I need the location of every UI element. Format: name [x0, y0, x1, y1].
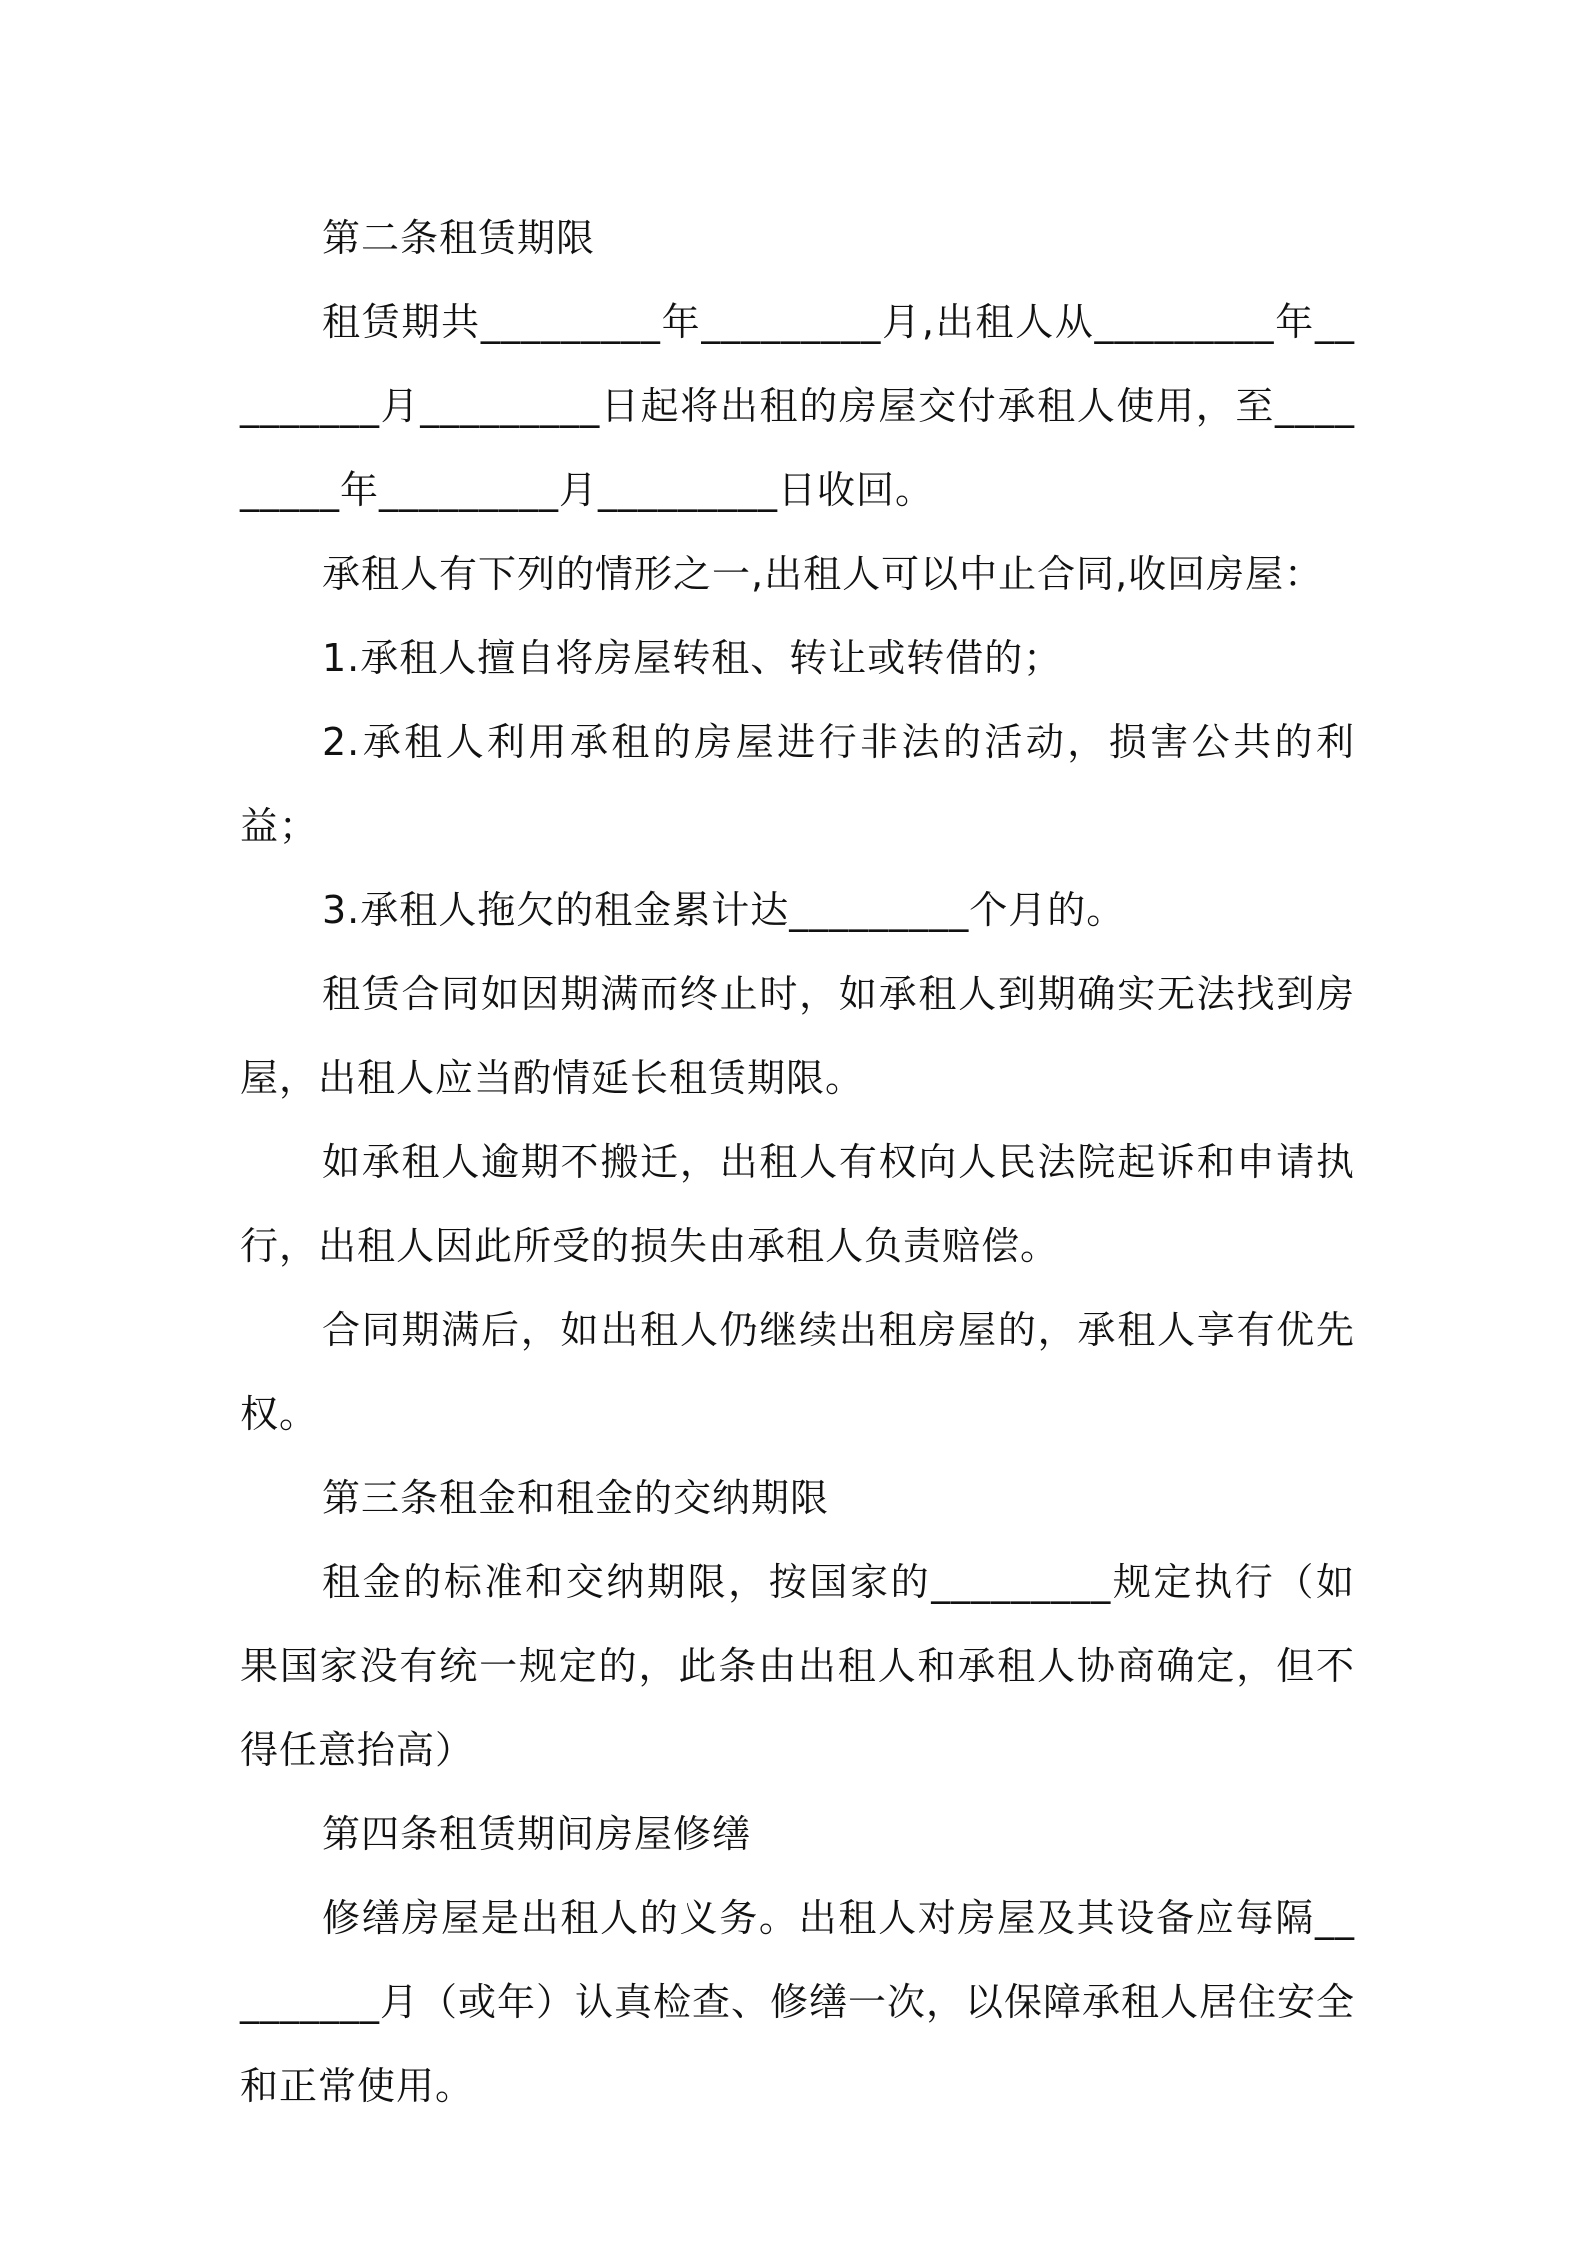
priority-right-paragraph: 合同期满后，如出租人仍继续出租房屋的，承租人享有优先权。 — [240, 1308, 1355, 1436]
article-3-heading: 第三条租金和租金的交纳期限 — [322, 1476, 830, 1520]
termination-item-1: 1.承租人擅自将房屋转租、转让或转借的； — [322, 636, 1063, 680]
article-4-heading: 第四条租赁期间房屋修缮 — [322, 1812, 752, 1856]
rent-payment-paragraph: 租金的标准和交纳期限，按国家的_________规定执行（如果国家没有统一规定的，此条由出租人和承租人协商确定，但不得任意抬高） — [240, 1560, 1355, 1772]
termination-intro-paragraph: 承租人有下列的情形之一,出租人可以中止合同,收回房屋： — [322, 552, 1324, 596]
lease-expiry-paragraph: 租赁合同如因期满而终止时，如承租人到期确实无法找到房屋，出租人应当酌情延长租赁期限。 — [240, 972, 1355, 1100]
lease-term-paragraph: 租赁期共_________年_________月,出租人从_________年_________月_________日起将出租的房屋交付承租人使用，至_________年_________月_________日收回。 — [240, 300, 1355, 512]
document-body — [240, 196, 1355, 2128]
overdue-move-out-paragraph: 如承租人逾期不搬迁，出租人有权向人民法院起诉和申请执行，出租人因此所受的损失由承租人负责赔偿。 — [240, 1140, 1355, 1268]
repair-obligation-paragraph: 修缮房屋是出租人的义务。出租人对房屋及其设备应每隔_________月（或年）认真检查、修缮一次，以保障承租人居住安全和正常使用。 — [240, 1896, 1356, 2108]
termination-item-3: 3.承租人拖欠的租金累计达_________个月的。 — [322, 888, 1126, 932]
termination-item-2: 2.承租人利用承租的房屋进行非法的活动，损害公共的利益； — [240, 720, 1355, 848]
article-2-heading: 第二条租赁期限 — [322, 216, 596, 260]
